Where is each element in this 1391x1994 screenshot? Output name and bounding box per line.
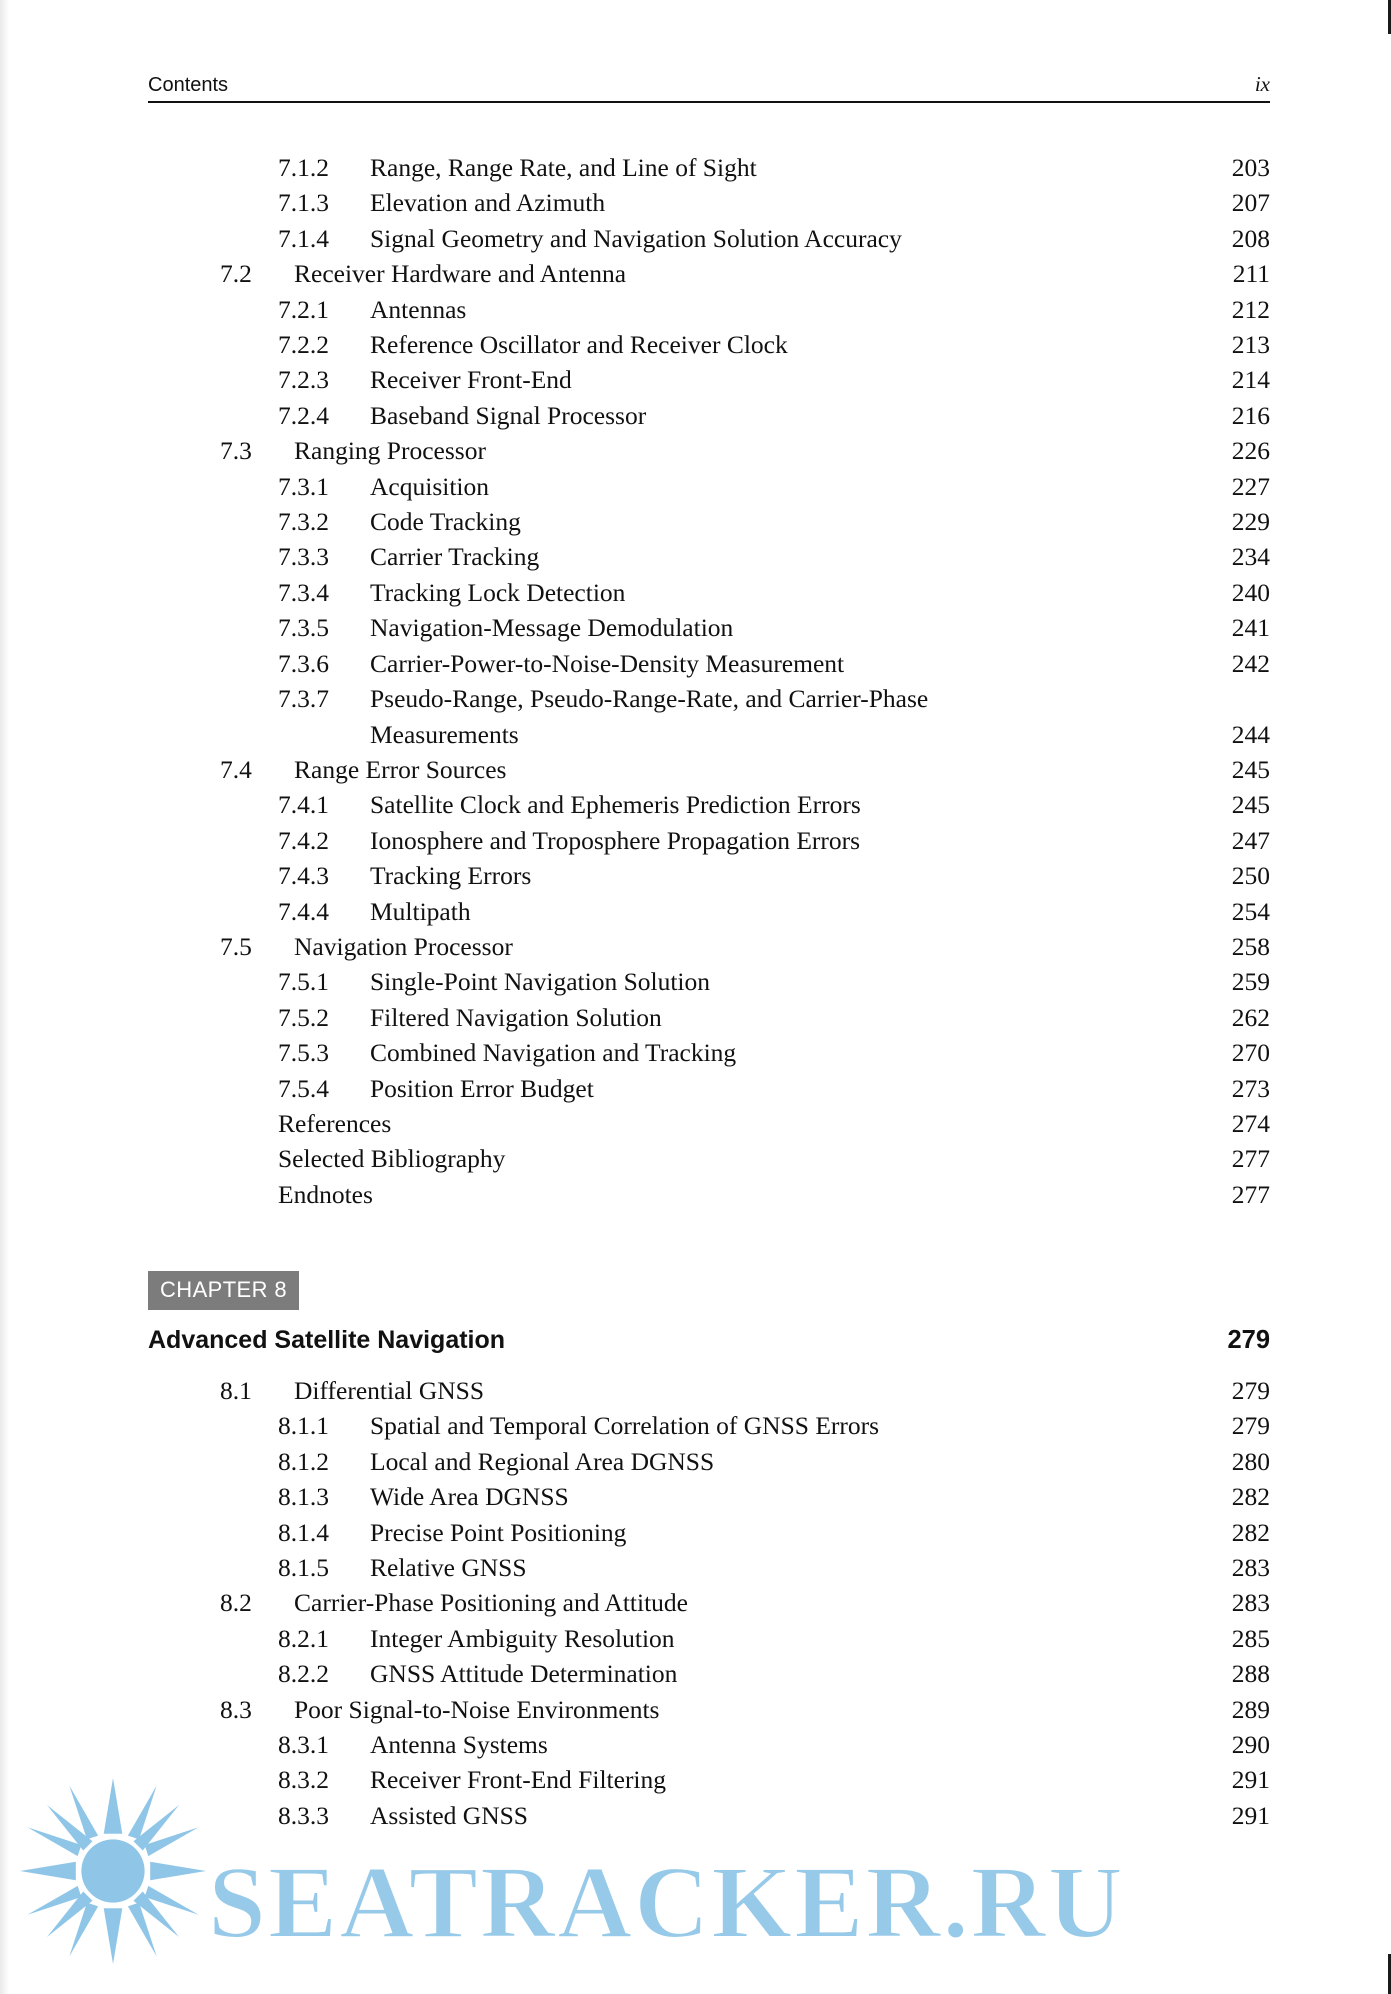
toc-entry-number: 8.1.5 bbox=[278, 1553, 329, 1583]
toc-entry[interactable] bbox=[148, 1408, 1270, 1443]
toc-entry-title: Pseudo-Range, Pseudo-Range-Rate, and Carrier-Phase bbox=[370, 684, 929, 714]
toc-entry-page: 250 bbox=[1231, 861, 1270, 891]
toc-entry-title: Navigation Processor bbox=[294, 931, 513, 961]
chapter-tag: CHAPTER 8 bbox=[148, 1271, 299, 1310]
toc-entry[interactable] bbox=[148, 858, 1270, 893]
toc-entry-title: Integer Ambiguity Resolution bbox=[370, 1623, 675, 1653]
running-head bbox=[148, 72, 1270, 97]
toc-entry-title: References bbox=[278, 1108, 392, 1138]
toc-entry[interactable] bbox=[148, 1585, 1270, 1620]
toc-entry[interactable] bbox=[148, 823, 1270, 858]
toc-entry-page: 285 bbox=[1231, 1623, 1270, 1653]
toc-entry-page: 229 bbox=[1231, 507, 1270, 537]
toc-entry[interactable] bbox=[148, 292, 1270, 327]
toc-entry-number: 8.1.2 bbox=[278, 1446, 329, 1476]
toc-entry[interactable] bbox=[148, 221, 1270, 256]
toc-entry-number: 7.2.2 bbox=[278, 330, 329, 360]
toc-entry[interactable] bbox=[148, 1141, 1270, 1176]
toc-entry-number: 8.3.1 bbox=[278, 1730, 329, 1760]
toc-entry-number: 8.3.3 bbox=[278, 1800, 329, 1830]
toc-entry[interactable] bbox=[148, 894, 1270, 929]
toc-entry-number: 7.5.3 bbox=[278, 1038, 329, 1068]
toc-entry-page: 242 bbox=[1231, 648, 1270, 678]
toc-entry-number: 8.3.2 bbox=[278, 1765, 329, 1795]
toc-entry[interactable] bbox=[148, 964, 1270, 999]
toc-entry-title: Navigation-Message Demodulation bbox=[370, 613, 734, 643]
toc-entry-number: 7.4.1 bbox=[278, 790, 329, 820]
chapter-title-row bbox=[148, 1326, 1270, 1355]
toc-entry-page: 212 bbox=[1231, 294, 1270, 324]
toc-entry-number: 8.1 bbox=[220, 1376, 252, 1405]
toc-entry-title-continued: Measurements bbox=[370, 719, 519, 749]
toc-entry-number: 7.2.3 bbox=[278, 365, 329, 395]
toc-entry-title: Precise Point Positioning bbox=[370, 1517, 627, 1547]
toc-entry-page: 290 bbox=[1231, 1730, 1270, 1760]
watermark-text: SEATRACKER.RU bbox=[208, 1845, 1125, 1960]
toc-entry-title: Receiver Front-End Filtering bbox=[370, 1765, 667, 1795]
toc-entry-number: 8.3 bbox=[220, 1694, 252, 1724]
toc-entry-number: 7.5.1 bbox=[278, 967, 329, 997]
toc-entry-title: Poor Signal-to-Noise Environments bbox=[294, 1694, 660, 1724]
toc-entry-title: Code Tracking bbox=[370, 507, 521, 537]
toc-section-chapter-8 bbox=[148, 1373, 1270, 1833]
toc-entry[interactable] bbox=[148, 1373, 1270, 1408]
toc-entry-number: 7.3.2 bbox=[278, 507, 329, 537]
toc-entry[interactable] bbox=[148, 327, 1270, 362]
toc-entry-number: 7.2.1 bbox=[278, 294, 329, 324]
toc-entry[interactable] bbox=[148, 1000, 1270, 1035]
toc-entry-number: 8.1.3 bbox=[278, 1482, 329, 1512]
toc-entry-page: 279 bbox=[1231, 1411, 1270, 1441]
toc-entry-number: 7.5.2 bbox=[278, 1002, 329, 1032]
running-head-title: Contents bbox=[148, 74, 229, 96]
toc-entry[interactable] bbox=[148, 929, 1270, 964]
toc-entry[interactable] bbox=[148, 610, 1270, 645]
toc-entry-title: Satellite Clock and Ephemeris Prediction Errors bbox=[370, 790, 861, 820]
toc-entry[interactable] bbox=[148, 185, 1270, 220]
toc-entry-title: Single-Point Navigation Solution bbox=[370, 967, 711, 997]
toc-entry-number: 7.4.4 bbox=[278, 896, 329, 926]
toc-entry-title: Receiver Front-End bbox=[370, 365, 572, 395]
toc-entry-title: Filtered Navigation Solution bbox=[370, 1002, 662, 1032]
toc-entry-number: 7.5 bbox=[220, 931, 252, 961]
toc-entry[interactable] bbox=[148, 362, 1270, 397]
toc-entry[interactable] bbox=[148, 575, 1270, 610]
toc-entry-page: 211 bbox=[1232, 259, 1270, 289]
toc-entry-number: 7.3.6 bbox=[278, 648, 329, 678]
toc-entry[interactable] bbox=[148, 681, 1270, 716]
toc-entry[interactable] bbox=[148, 1798, 1270, 1833]
toc-entry-continuation[interactable] bbox=[148, 717, 1270, 752]
toc-entry-page: 203 bbox=[1231, 153, 1270, 182]
toc-entry-page: 273 bbox=[1231, 1073, 1270, 1103]
toc-entry[interactable] bbox=[148, 1692, 1270, 1727]
toc-entry-page: 227 bbox=[1231, 471, 1270, 501]
toc-entry-number: 8.2.2 bbox=[278, 1659, 329, 1689]
toc-entry-title: Ranging Processor bbox=[294, 436, 486, 466]
toc-entry-number: 8.2 bbox=[220, 1588, 252, 1618]
toc-entry-title: Relative GNSS bbox=[370, 1553, 527, 1583]
toc-entry-page: 254 bbox=[1231, 896, 1270, 926]
page-left-edge bbox=[0, 0, 9, 1994]
toc-entry-page: 270 bbox=[1231, 1038, 1270, 1068]
toc-entry-title: Signal Geometry and Navigation Solution Accuracy bbox=[370, 223, 902, 253]
toc-entry-page: 214 bbox=[1231, 365, 1270, 395]
toc-entry-page: 283 bbox=[1231, 1553, 1270, 1583]
toc-entry-number: 7.3.4 bbox=[278, 577, 329, 607]
toc-entry-title: Receiver Hardware and Antenna bbox=[294, 259, 627, 289]
toc-entry-number: 7.1.4 bbox=[278, 223, 329, 253]
toc-entry-page: 244 bbox=[1231, 719, 1270, 749]
toc-entry[interactable] bbox=[148, 1621, 1270, 1656]
toc-entry-title: Antenna Systems bbox=[370, 1730, 548, 1760]
toc-entry-title: Position Error Budget bbox=[370, 1073, 594, 1103]
toc-entry[interactable] bbox=[148, 1727, 1270, 1762]
toc-entry-title: Ionosphere and Troposphere Propagation Errors bbox=[370, 825, 861, 855]
toc-entry-title: Spatial and Temporal Correlation of GNSS Errors bbox=[370, 1411, 880, 1441]
toc-entry-page: 277 bbox=[1231, 1179, 1270, 1209]
toc-entry-page: 277 bbox=[1231, 1144, 1270, 1174]
toc-entry-page: 280 bbox=[1231, 1446, 1270, 1476]
toc-entry-page: 274 bbox=[1231, 1108, 1270, 1138]
toc-entry-page: 288 bbox=[1231, 1659, 1270, 1689]
toc-entry[interactable] bbox=[148, 1656, 1270, 1691]
toc-entry-number: 7.5.4 bbox=[278, 1073, 329, 1103]
toc-entry-title: Combined Navigation and Tracking bbox=[370, 1038, 737, 1068]
toc-entry-number: 7.2 bbox=[220, 259, 252, 289]
toc-entry-number: 7.3.3 bbox=[278, 542, 329, 572]
toc-entry-number: 7.2.4 bbox=[278, 400, 329, 430]
toc-entry-page: 289 bbox=[1231, 1694, 1270, 1724]
toc-entry-number: 7.3 bbox=[220, 436, 252, 466]
toc-entry-title: Carrier-Phase Positioning and Attitude bbox=[294, 1588, 688, 1618]
toc-entry-page: 216 bbox=[1231, 400, 1270, 430]
toc-entry[interactable] bbox=[148, 1479, 1270, 1514]
toc-entry-page: 282 bbox=[1231, 1482, 1270, 1512]
toc-entry[interactable] bbox=[148, 433, 1270, 468]
toc-entry-page: 291 bbox=[1231, 1800, 1270, 1830]
header-rule bbox=[148, 101, 1270, 103]
toc-entry[interactable] bbox=[148, 1035, 1270, 1070]
toc-entry[interactable] bbox=[148, 469, 1270, 504]
toc-entry-page: 262 bbox=[1231, 1002, 1270, 1032]
toc-entry-title: Tracking Lock Detection bbox=[370, 577, 626, 607]
toc-entry-title: Tracking Errors bbox=[370, 861, 532, 891]
page-folio: ix bbox=[1254, 72, 1270, 96]
toc-entry-title: Carrier-Power-to-Noise-Density Measurement bbox=[370, 648, 845, 678]
toc-entry-title: Assisted GNSS bbox=[370, 1800, 528, 1830]
toc-entry-number: 8.1.1 bbox=[278, 1411, 329, 1441]
toc-entry-title: Baseband Signal Processor bbox=[370, 400, 647, 430]
toc-entry-page: 240 bbox=[1231, 577, 1270, 607]
toc-entry-number: 7.4.3 bbox=[278, 861, 329, 891]
toc-entry-number: 7.3.5 bbox=[278, 613, 329, 643]
toc-entry-page: 245 bbox=[1231, 754, 1270, 784]
toc-entry-page: 226 bbox=[1231, 436, 1270, 466]
toc-entry-title: Range Error Sources bbox=[294, 754, 507, 784]
toc-entry-page: 258 bbox=[1231, 931, 1270, 961]
toc-entry[interactable] bbox=[148, 1762, 1270, 1797]
toc-entry[interactable] bbox=[148, 1550, 1270, 1585]
toc-entry-page: 291 bbox=[1231, 1765, 1270, 1795]
toc-entry-number: 7.1.3 bbox=[278, 188, 329, 218]
toc-entry-number: 8.2.1 bbox=[278, 1623, 329, 1653]
toc-entry-title: Range, Range Rate, and Line of Sight bbox=[370, 153, 757, 182]
toc-entry[interactable] bbox=[148, 398, 1270, 433]
toc-entry-page: 282 bbox=[1231, 1517, 1270, 1547]
toc-entry[interactable] bbox=[148, 1177, 1270, 1212]
toc-entry-page: 207 bbox=[1231, 188, 1270, 218]
toc-entry-title: Carrier Tracking bbox=[370, 542, 540, 572]
toc-entry-page: 247 bbox=[1231, 825, 1270, 855]
toc-section-chapter-7 bbox=[148, 150, 1270, 1212]
toc-entry-page: 279 bbox=[1231, 1376, 1270, 1405]
toc-entry[interactable] bbox=[148, 504, 1270, 539]
toc-entry[interactable] bbox=[148, 752, 1270, 787]
toc-entry[interactable] bbox=[148, 646, 1270, 681]
toc-entry-page: 241 bbox=[1231, 613, 1270, 643]
toc-entry-number: 8.1.4 bbox=[278, 1517, 329, 1547]
toc-entry-title: Antennas bbox=[370, 294, 467, 324]
toc-entry-page: 208 bbox=[1231, 223, 1270, 253]
toc-entry-number: 7.3.1 bbox=[278, 471, 329, 501]
toc-entry-number: 7.4.2 bbox=[278, 825, 329, 855]
toc-entry[interactable] bbox=[148, 1515, 1270, 1550]
toc-entry[interactable] bbox=[148, 1071, 1270, 1106]
toc-entry-number: 7.1.2 bbox=[278, 153, 329, 182]
toc-entry[interactable] bbox=[148, 256, 1270, 291]
toc-entry[interactable] bbox=[148, 150, 1270, 185]
chapter-title: Advanced Satellite Navigation bbox=[148, 1326, 506, 1354]
toc-entry-number: 7.4 bbox=[220, 754, 252, 784]
toc-entry[interactable] bbox=[148, 1444, 1270, 1479]
toc-entry-title: Selected Bibliography bbox=[278, 1144, 506, 1174]
toc-entry-title: GNSS Attitude Determination bbox=[370, 1659, 678, 1689]
toc-entry-title: Multipath bbox=[370, 896, 471, 926]
toc-entry-page: 245 bbox=[1231, 790, 1270, 820]
chapter-heading-block bbox=[148, 1271, 1270, 1355]
toc-entry-title: Acquisition bbox=[370, 471, 489, 501]
toc-entry[interactable] bbox=[148, 539, 1270, 574]
toc-entry-page: 283 bbox=[1231, 1588, 1270, 1618]
toc-entry-title: Local and Regional Area DGNSS bbox=[370, 1446, 715, 1476]
toc-entry-title: Wide Area DGNSS bbox=[370, 1482, 569, 1512]
toc-entry-number: 7.3.7 bbox=[278, 684, 329, 714]
toc-entry-title: Reference Oscillator and Receiver Clock bbox=[370, 330, 788, 360]
toc-entry[interactable] bbox=[148, 787, 1270, 822]
toc-entry[interactable] bbox=[148, 1106, 1270, 1141]
chapter-page-number: 279 bbox=[1227, 1326, 1270, 1354]
toc-entry-title: Differential GNSS bbox=[294, 1376, 485, 1405]
toc-entry-page: 213 bbox=[1231, 330, 1270, 360]
toc-entry-title: Elevation and Azimuth bbox=[370, 188, 606, 218]
toc-entry-title: Endnotes bbox=[278, 1179, 373, 1209]
toc-entry-page: 234 bbox=[1231, 542, 1270, 572]
toc-entry-page: 259 bbox=[1231, 967, 1270, 997]
